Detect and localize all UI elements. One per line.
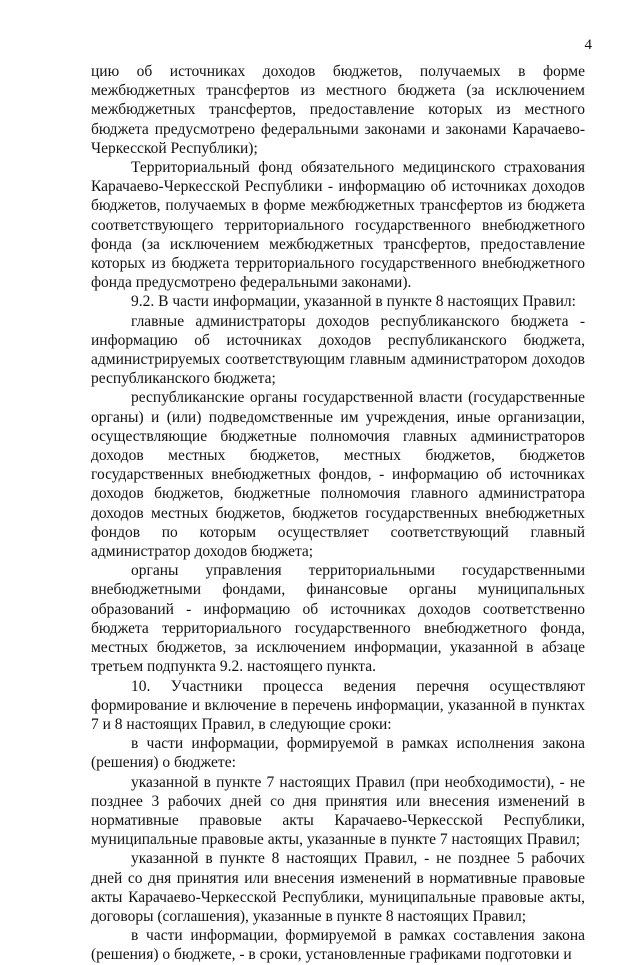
paragraph: Территориальный фонд обязательного медицинского страхования Карачаево-Черкесской Республики - информацию об источниках доходов бюджетов, получаемых в форме межбюджетных трансфертов из бюджета соответствующего территориального государственного внебюджетного фонда (за исключением межбюджетных трансфертов, предоставление которых из бюджета территориального государственного внебюджетного фонда предусмотрено федеральными законами). bbox=[91, 159, 585, 292]
paragraph: указанной в пункте 8 настоящих Правил, - не позднее 5 рабочих дней со дня принятия или внесения изменений в нормативные правовые акты Карачаево-Черкесской Республики, муниципальные правовые акты, договоры (соглашения), указанные в пункте 8 настоящих Правил; bbox=[91, 850, 585, 925]
paragraph: цию об источниках доходов бюджетов, получаемых в форме межбюджетных трансфертов из местного бюджета (за исключением межбюджетных трансфертов, предоставление которых из местного бюджета предусмотрено федеральными законами и законами Карачаево-Черкесской Республики); bbox=[91, 63, 585, 157]
paragraph: республиканские органы государственной власти (государственные органы) и (или) подведомственные им учреждения, иные организации, осуществляющие бюджетные полномочия главных администраторов доходов местных бюджетов, местных бюджетов, бюджетов государственных внебюджетных фондов, - информацию об источниках доходов бюджетов, бюджетные полномочия главного администратора доходов местных бюджетов, бюджетов государственных внебюджетных фондов по которым осуществляет соответствующий главный администратор доходов бюджета; bbox=[91, 389, 585, 561]
document-body bbox=[91, 62, 585, 965]
paragraph: органы управления территориальными государственными внебюджетными фондами, финансовые органы муниципальных образований - информацию об источниках доходов соответственно бюджета территориального государственного внебюджетного фонда, местных бюджетов, за исключением информации, указанной в абзаце третьем подпункта 9.2. настоящего пункта. bbox=[91, 562, 585, 676]
paragraph: 10. Участники процесса ведения перечня осуществляют формирование и включение в перечень информации, указанной в пунктах 7 и 8 настоящих Правил, в следующие сроки: bbox=[91, 677, 585, 733]
paragraph: в части информации, формируемой в рамках составления закона (решения) о бюджете, - в сроки, установленные графиками подготовки и bbox=[91, 927, 585, 964]
paragraph: главные администраторы доходов республиканского бюджета - информацию об источниках доходов республиканского бюджета, администрируемых соответствующим главным администратором доходов республиканского бюджета; bbox=[91, 312, 585, 388]
page-number: 4 bbox=[584, 37, 592, 53]
paragraph: 9.2. В части информации, указанной в пункте 8 настоящих Правил: bbox=[131, 293, 576, 311]
paragraph: указанной в пункте 7 настоящих Правил (при необходимости), - не позднее 3 рабочих дней со дня принятия или внесения изменений в нормативные правовые акты Карачаево-Черкесской Республики, муниципальные правовые акты, указанные в пункте 7 настоящих Правил; bbox=[91, 773, 585, 849]
paragraph: в части информации, формируемой в рамках исполнения закона (решения) о бюджете: bbox=[91, 735, 585, 772]
